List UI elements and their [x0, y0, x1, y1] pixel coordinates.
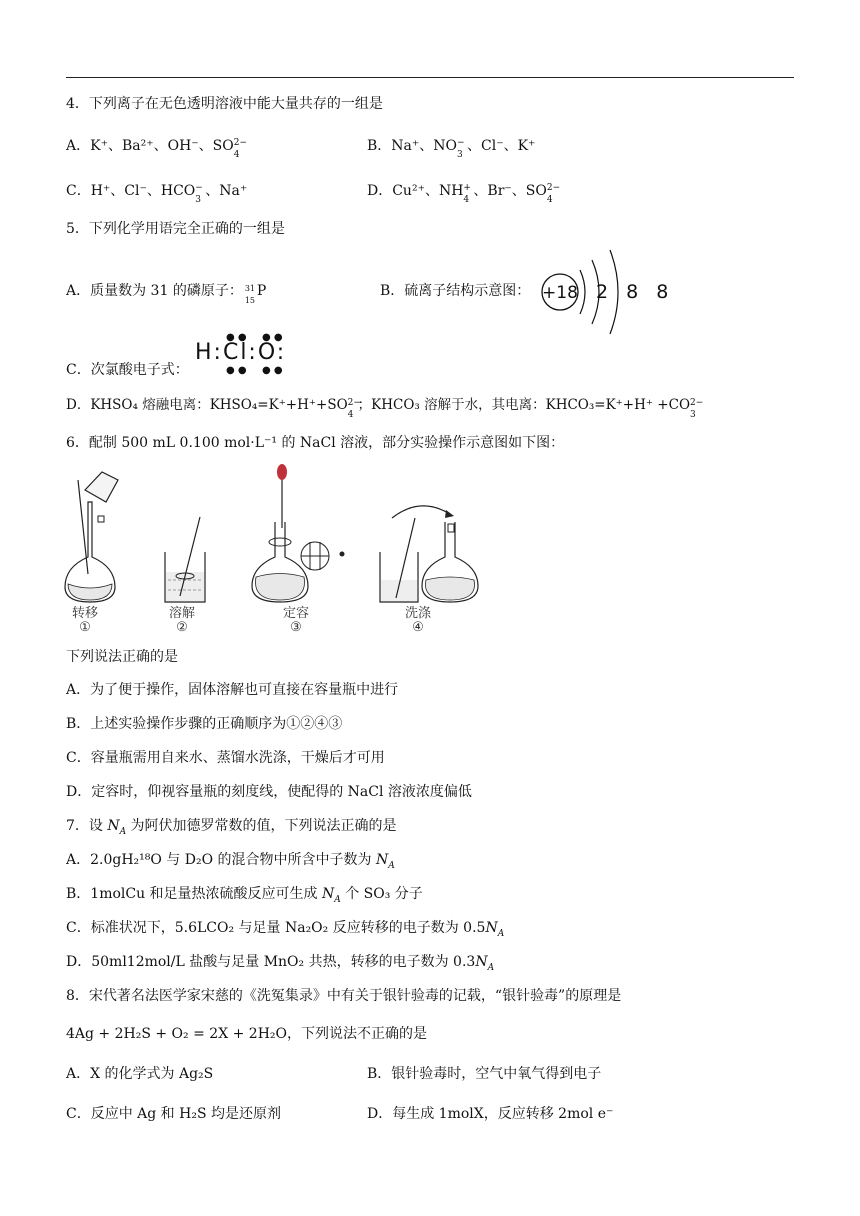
q6-option-c: C．容量瓶需用自来水、蒸馏水洗涤，干燥后才可用 — [66, 750, 385, 766]
q7-option-d: D．50ml12mol/L 盐酸与足量 MnO₂ 共热，转移的电子数为 $0.3N_A$ — [66, 954, 495, 973]
q8-option-d: D．每生成 1molX，反应转移 2mol e⁻ — [367, 1106, 614, 1122]
q6-prompt: 下列说法正确的是 — [66, 649, 178, 665]
q7-option-a: A．2.0gH₂¹⁸O 与 D₂O 的混合物中所含中子数为 $N_A$ — [66, 852, 395, 871]
fig-num-4: ④ — [412, 620, 424, 635]
fig-label-transfer: 转移 — [71, 606, 98, 621]
q6-option-b: B．上述实验操作步骤的正确顺序为①②④③ — [66, 716, 343, 732]
q4-stem: 4．下列离子在无色透明溶液中能大量共存的一组是 — [66, 96, 383, 112]
q8-option-b: B．银针验毒时，空气中氧气得到电子 — [367, 1066, 602, 1082]
hclo-electron-formula: H:Cl:O: — [195, 340, 287, 365]
q4-option-c: C．H⁺、Cl⁻、HCO − 3 、Na⁺ — [66, 183, 248, 205]
q7-option-b: B．1molCu 和足量热浓硫酸反应可生成 $N_A$ 个 SO₃ 分子 — [66, 886, 423, 905]
nucleus-charge: +18 — [542, 283, 578, 303]
volume-flask — [252, 464, 345, 602]
header-rule — [66, 77, 794, 78]
sulfur-ion-diagram — [538, 248, 675, 338]
fig-label-wash: 洗涤 — [404, 606, 431, 621]
dissolve-beaker — [165, 517, 205, 602]
q6-option-d: D．定容时，仰视容量瓶的刻度线，使配得的 NaCl 溶液浓度偏低 — [66, 784, 472, 800]
transfer-flask — [65, 472, 118, 602]
q8-option-c: C．反应中 Ag 和 H₂S 均是还原剂 — [66, 1106, 281, 1122]
electron-dots-bottom-cl: ● ● — [226, 365, 247, 376]
electron-dots-top-cl: ● ● — [226, 332, 247, 343]
q5-option-a: A．质量数为 31 的磷原子： 31 15 P — [66, 283, 267, 305]
q4-option-b: B．Na⁺、NO − 3 、Cl⁻、K⁺ — [367, 138, 536, 160]
fig-num-2: ② — [176, 620, 188, 635]
q8-stem: 8．宋代著名法医学家宋慈的《洗冤集录》中有关于银针验毒的记载，“银针验毒”的原理是 — [66, 988, 622, 1004]
q6-option-a: A．为了便于操作，固体溶解也可直接在容量瓶中进行 — [66, 682, 399, 698]
shell-arc-1 — [580, 270, 585, 314]
fig-label-dissolve: 溶解 — [168, 606, 195, 621]
q7-option-c: C．标准状况下，5.6LCO₂ 与足量 Na₂O₂ 反应转移的电子数为 $0.5N_A$ — [66, 920, 505, 939]
q6-stem: 6．配制 500 mL 0.100 mol·L⁻¹ 的 NaCl 溶液，部分实验操作示意图如下图： — [66, 435, 565, 451]
q4-option-a: A．K⁺、Ba²⁺、OH⁻、SO 2− 4 — [66, 138, 248, 160]
wash-beaker-flask — [380, 506, 478, 602]
q4-option-d: D．Cu²⁺、NH + 4 、Br⁻、SO 2− 4 — [367, 183, 561, 205]
fig-num-1: ① — [79, 620, 91, 635]
q5-option-d: D．KHSO₄ 熔融电离：KHSO₄=K⁺+H⁺+SO 2− 4 ；KHCO₃ 溶解于水，其电离：KHCO₃=K⁺+H⁺ +CO 2− 3 — [66, 397, 704, 420]
reaction-equation: 4Ag + 2H₂S + O₂ = 2X + 2H₂O — [66, 1026, 287, 1042]
fig-label-make-up: 定容 — [282, 606, 309, 621]
electron-shells: 2 8 8 — [596, 281, 675, 303]
q5-option-c: C．次氯酸电子式： — [66, 362, 189, 378]
lab-procedure-figure — [60, 462, 480, 612]
electron-dots-top-o: ● ● — [262, 332, 283, 343]
q5-stem: 5．下列化学用语完全正确的一组是 — [66, 221, 285, 237]
fig-num-3: ③ — [290, 620, 302, 635]
q8-equation-line: 4Ag + 2H₂S + O₂ = 2X + 2H₂O，下列说法不正确的是 — [66, 1026, 427, 1042]
q8-option-a: A．X 的化学式为 Ag₂S — [66, 1066, 214, 1082]
q5-option-b: B．硫离子结构示意图： — [380, 283, 531, 299]
q7-stem: 7．设 $N_A$ 为阿伏加德罗常数的值，下列说法正确的是 — [66, 818, 397, 837]
electron-dots-bottom-o: ● ● — [262, 365, 283, 376]
